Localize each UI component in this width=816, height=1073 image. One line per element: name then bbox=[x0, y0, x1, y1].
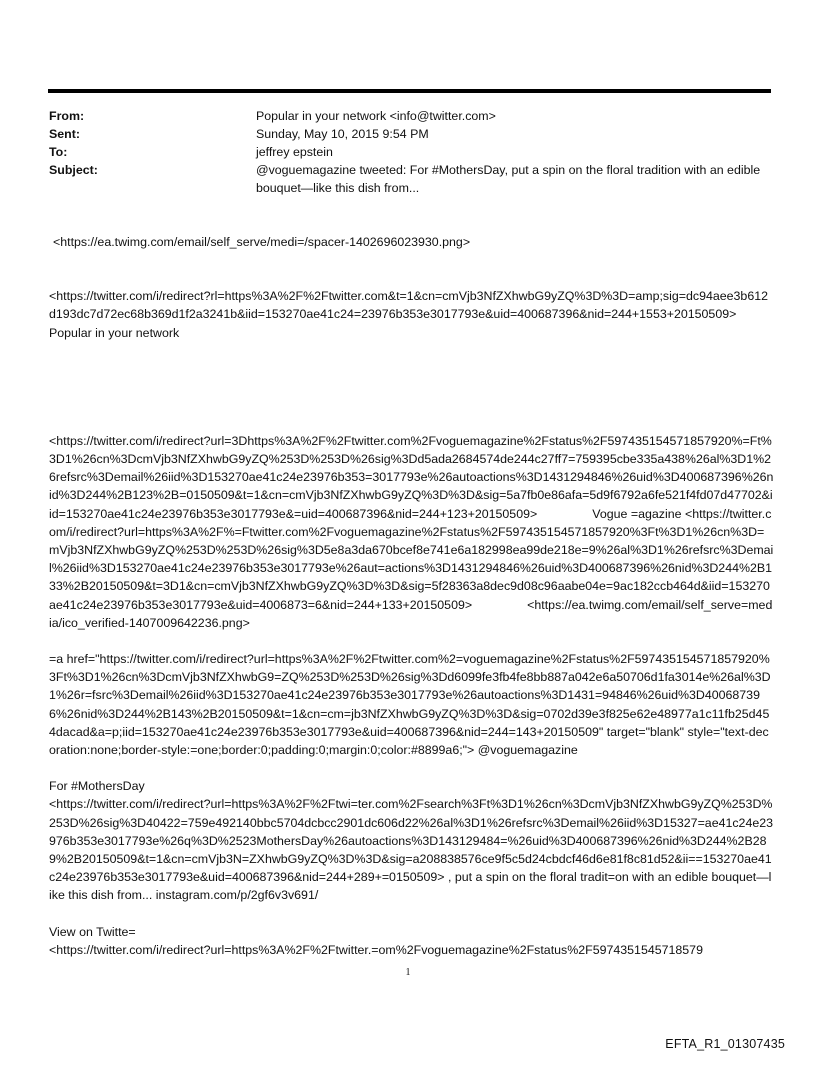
sent-row bbox=[49, 125, 771, 143]
sent-value: Sunday, May 10, 2015 9:54 PM bbox=[256, 127, 429, 141]
from-row bbox=[49, 107, 771, 125]
popular-network-link: <https://twitter.com/i/redirect?rl=https%3A%2F%2Ftwitter.com&t=1&cn=cmVjb3NfZXhwbG9yZQ%3D%3D=amp;sig=dc94aee3b612d193dc7d72ec68b369d1f2a3241b&iid=153270ae41c24=23976b353e3017793e&uid=400687396&nid=244+1553+20150509> Popular in your network bbox=[49, 289, 799, 340]
to-row bbox=[49, 143, 771, 161]
subject-label: Subject: bbox=[49, 163, 98, 177]
to-label: To: bbox=[49, 145, 68, 159]
sent-label: Sent: bbox=[49, 127, 80, 141]
mothers-day-link: <https://twitter.com/i/redirect?url=https%3A%2F%2Ftwi=ter.com%2Fsearch%3Ft%3D1%26cn%3DcmVjb3NfZXhwbG9yZQ%253D%253D%26sig%3D40422=759e492140bbc5704dcbcc2901dc606d22%26al%3D1%26refsrc%3Demail%26iid%3D15327=ae41c24e23976b353e3017793e%26q%3D%2523MothersDay%26autoactions%3D143129484=%26uid%3D400687396%26nid%3D244%2B289%2B20150509&t=1&cn=cmVjb3N=ZXhwbG9yZQ%3D%3D&sig=a208838576ce9f5c5d24cbdcf46d6e81f8c81d52&ii==153270ae41c24e23976b353e3017793e&uid=400687396&nid=244+289+=0150509> , put a spin on the floral tradit=on with an edible bouquet—like this dish from... instagram.com/p/2gf6v3v691/ bbox=[49, 797, 774, 903]
email-body bbox=[49, 233, 799, 959]
subject-value: @voguemagazine tweeted: For #MothersDay, put a spin on the floral tradition with an edible bouquet—like this dish from... bbox=[256, 163, 761, 195]
mothers-day-title: For #MothersDay bbox=[49, 779, 145, 794]
view-on-twitter-link: <https://twitter.com/i/redirect?url=https%3A%2F%2Ftwitter.=om%2Fvoguemagazine%2Fstatus%2F5974351545718579 bbox=[49, 942, 703, 957]
page-number: 1 bbox=[405, 967, 411, 978]
email-header bbox=[49, 107, 771, 197]
from-label: From: bbox=[49, 109, 85, 123]
to-value: jeffrey epstein bbox=[256, 145, 333, 159]
vogue-status-links: <https://twitter.com/i/redirect?url=3Dhttps%3A%2F%2Ftwitter.com%2Fvoguemagazine%2Fstatus%2F597435154571857920%=Ft%3D1%26cn%3DcmVjb3NfZXhwbG9yZQ%253D%253D%26sig%3Dd5ada2684574de244c27ff7=759395cbe335a438%26al%3D1%26refsrc%3Demail%26iid%3D153270ae41c24e23976b353=3017793e%26autoactions%3D1431294846%26uid%3D400687396%26nid%3D244%2B123%2B=0150509&t=1&cn=cmVjb3NfZXhwbG9yZQ%3D%3D&sig=5a7fb0e86afa=5d9f6792a6fe521f4fd07d47702&iid=153270ae41c24e23976b353e3017793e&=uid=400687396&nid=244+123+20150509> Vogue =agazine <https://twitter.com/i/redirect?url=https%3A%2F%=Ftwitter.com%2Fvoguemagazine%2Fstatus%2F597435154571857920%3Ft%3D1%26cn%3D=mVjb3NfZXhwbG9yZQ%253D%253D%26sig%3D5e8a3da670bcef8e741e6a182998ea99de218e=9%26al%3D1%26refsrc%3Demail%26iid%3D153270ae41c24e23976b353e3017793e%26aut=actions%3D1431294846%26uid%3D400687396%26nid%3D244%2B133%2B20150509&t=3D1&cn=cmVjb3NfZXhwbG9yZQ%3D%3D&sig=5f28363a8dec9d08c96aabe04e=9ac182ccb464d&iid=153270ae41c24e23976b353e3017793e&uid=4006873=6&nid=244+133+20150509> <https://ea.twimg.com/email/self_serve=media/ico_verified-1407009642236.png> bbox=[49, 433, 774, 630]
spacer-image-link: <https://ea.twimg.com/email/self_serve/medi=/spacer-1402696023930.png> bbox=[53, 235, 471, 249]
subject-row bbox=[49, 161, 771, 197]
header-rule bbox=[48, 89, 771, 93]
document-id: EFTA_R1_01307435 bbox=[665, 1037, 785, 1051]
view-on-twitter-title: View on Twitte= bbox=[49, 924, 136, 939]
from-value: Popular in your network <info@twitter.com> bbox=[256, 109, 496, 123]
anchor-markup-text: =a href="https://twitter.com/i/redirect?url=https%3A%2F%2Ftwitter.com%2=voguemagazine%2Fstatus%2F597435154571857920%3Ft%3D1%26cn%3DcmVjb3NfZXhwbG9=ZQ%253D%253D%26sig%3Dd6099fe3fb4fe8bb887a042e6a50706d1fa3014e%26al%3D1%26r=fsrc%3Demail%26iid%3D153270ae41c24e23976b353e3017793e%26autoactions%3D1431=94846%26uid%3D400687396%26nid%3D244%2B143%2B20150509&t=1&cn=cm=jb3NfZXhwbG9yZQ%3D%3D&sig=0702d39e3f825e62e48977a1c11fb25d454dacad&a=p;iid=153270ae41c24e23976b353e3017793e&uid=400687396&nid=244=143+20150509" target="blank" style="text-decoration:none;border-style:=one;border:0;padding:0;margin:0;color:#8899a6;"> @voguemagazine bbox=[49, 652, 771, 758]
